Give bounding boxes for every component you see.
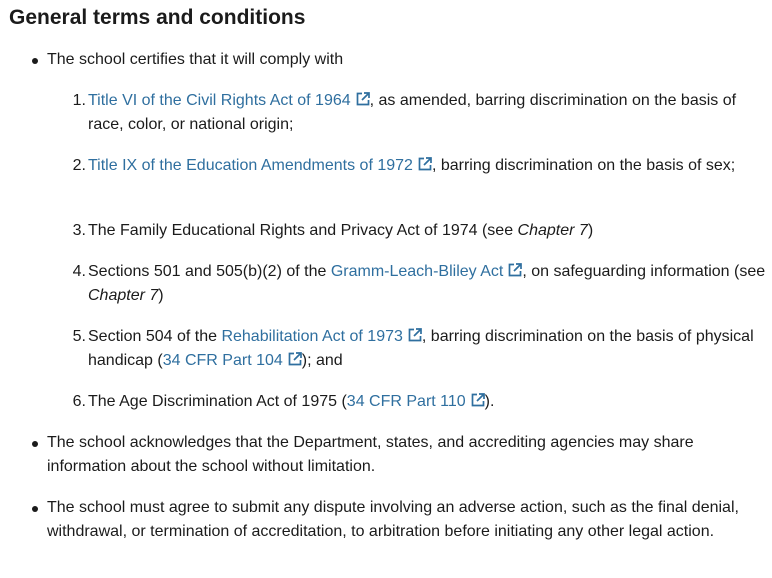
link-34-cfr-110[interactable]: 34 CFR Part 110 [346, 393, 466, 410]
item-text: The Family Educational Rights and Privacy Act of 1974 (see [88, 222, 518, 239]
external-link-icon[interactable] [356, 92, 370, 106]
list-number: 2. [72, 157, 86, 174]
item-text: Section 504 of the [88, 328, 222, 345]
link-title-ix[interactable]: Title IX of the Education Amendments of 1972 [88, 157, 413, 174]
bullet-text-arbitration: The school must agree to submit any dispute involving an adverse action, such as the final denial, withdrawal, or termination of accreditation, to arbitration before initiating any other legal action. [47, 499, 739, 540]
list-item-age-discrimination [88, 390, 768, 414]
list-item-glba [88, 260, 768, 308]
external-link-icon[interactable] [288, 352, 302, 366]
link-title-vi[interactable]: Title VI of the Civil Rights Act of 1964 [88, 92, 351, 109]
external-link-icon[interactable] [408, 328, 422, 342]
list-item-title-ix [88, 154, 768, 178]
list-number: 4. [72, 263, 86, 280]
list-item-rehab-act [88, 325, 768, 373]
item-text: ). [484, 393, 495, 410]
bullet-text-share-info: The school acknowledges that the Department, states, and accrediting agencies may share information about the school without limitation. [47, 434, 694, 475]
chapter-reference: Chapter 7 [517, 222, 588, 239]
item-text: Sections 501 and 505(b)(2) of the [88, 263, 331, 280]
chapter-reference: Chapter 7 [88, 287, 159, 304]
item-text: ) [158, 287, 164, 304]
external-link-icon[interactable] [418, 157, 432, 171]
item-text: The Age Discrimination Act of 1975 ( [88, 393, 347, 410]
list-number: 5. [72, 328, 86, 345]
item-text: , barring discrimination on the basis of sex; [431, 157, 736, 174]
item-text: , on safeguarding information (see [522, 263, 766, 280]
link-rehabilitation-act[interactable]: Rehabilitation Act of 1973 [221, 328, 403, 345]
item-text: ); and [301, 352, 343, 369]
external-link-icon[interactable] [508, 263, 522, 277]
item-text: , as amended, barring discrimination on the basis of race, color, or national origin; [88, 92, 737, 133]
list-number: 6. [72, 393, 86, 410]
link-gramm-leach-bliley[interactable]: Gramm-Leach-Bliley Act [330, 263, 504, 280]
list-item-ferpa [88, 219, 768, 243]
list-item-title-vi [88, 89, 768, 137]
item-text: , barring discrimination on the basis of physical handicap ( [88, 328, 754, 369]
section-heading: General terms and conditions [9, 6, 306, 29]
list-number: 1. [72, 92, 86, 109]
list-number: 3. [72, 222, 86, 239]
bullet-text-comply: The school certifies that it will comply with [47, 51, 344, 68]
link-34-cfr-104[interactable]: 34 CFR Part 104 [162, 352, 283, 369]
item-text: ) [587, 222, 594, 239]
external-link-icon[interactable] [471, 393, 485, 407]
